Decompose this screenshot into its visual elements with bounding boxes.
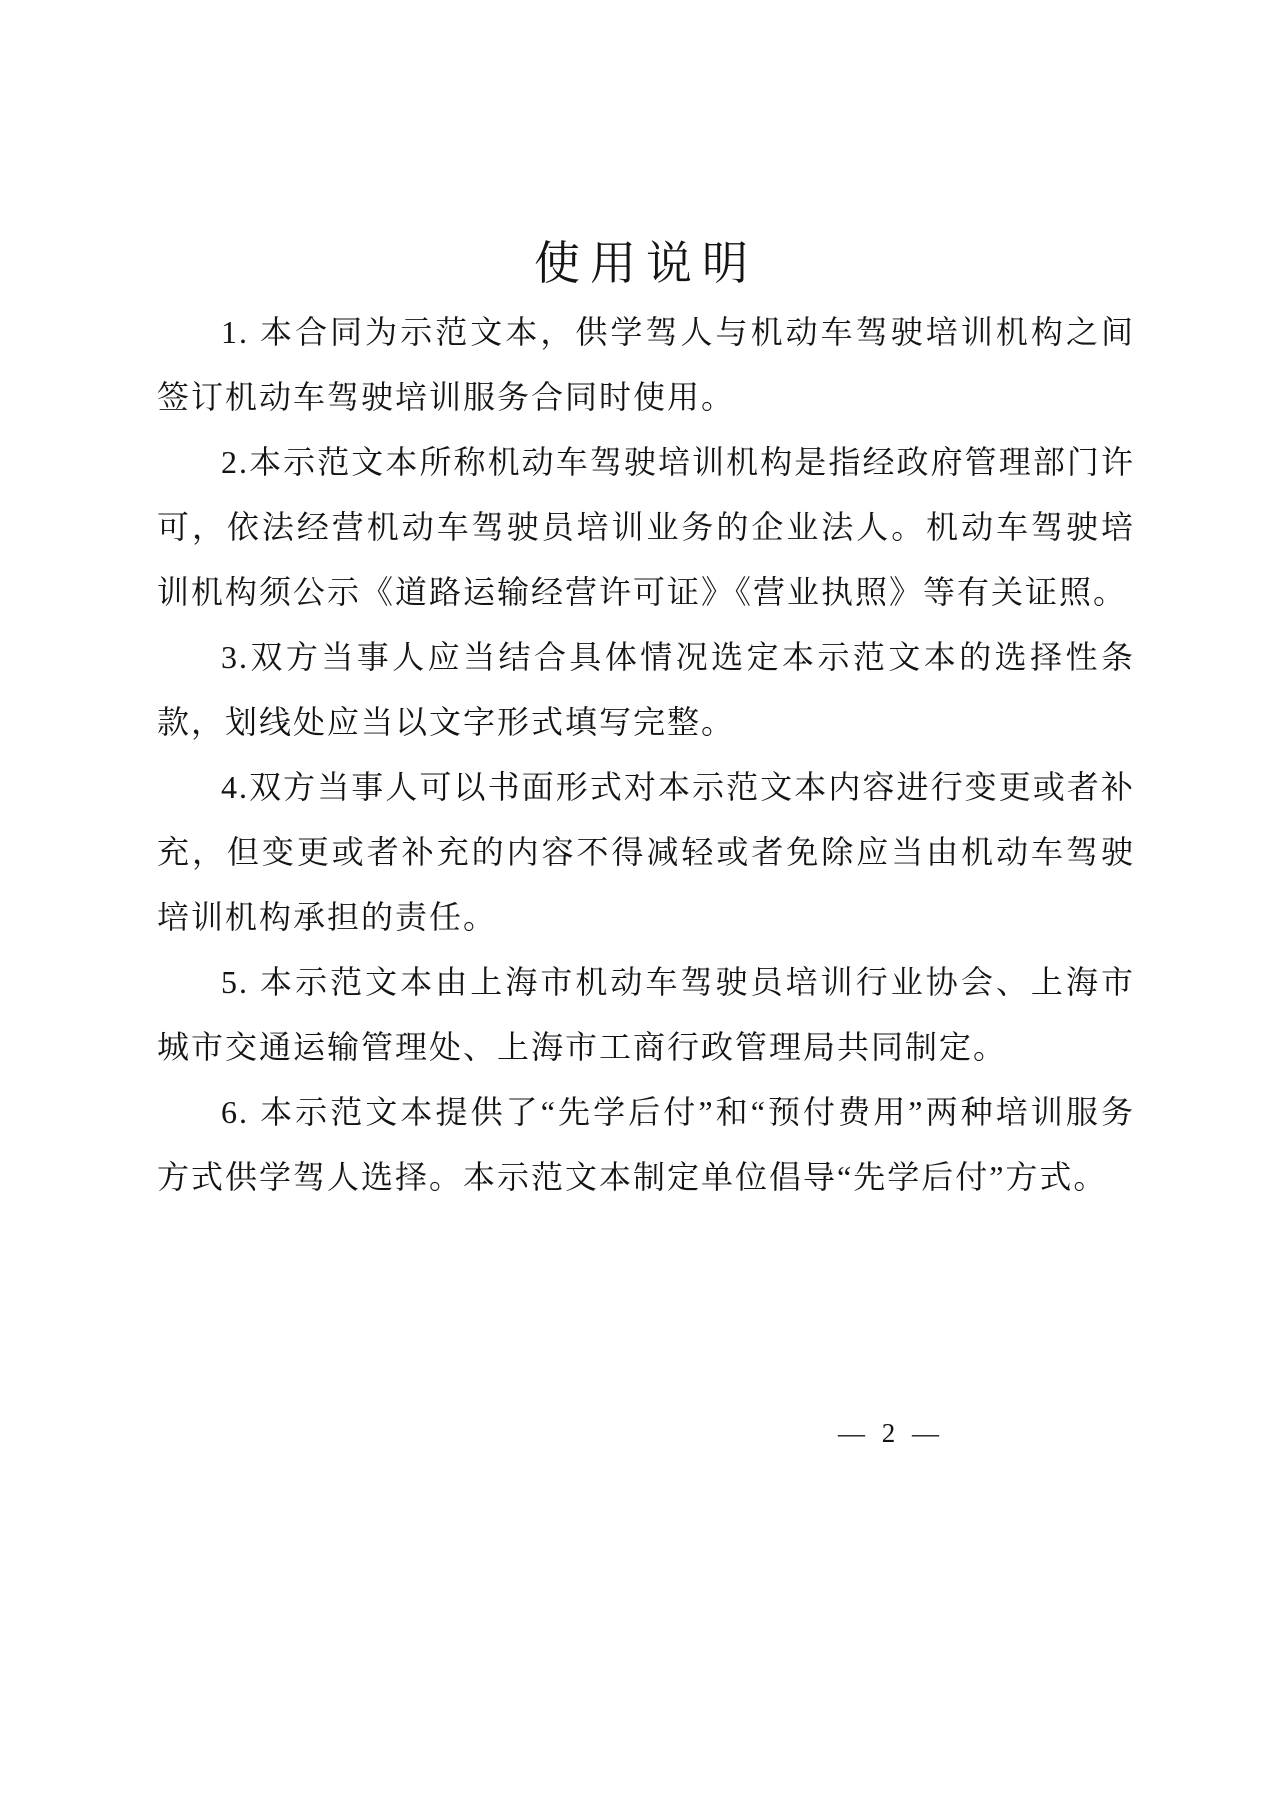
paragraph-2: 2.本示范文本所称机动车驾驶培训机构是指经政府管理部门许可，依法经营机动车驾驶员培训业务的企业法人。机动车驾驶培训机构须公示《道路运输经营许可证》《营业执照》等有关证照。 [157,444,1135,610]
page-number: — 2 — [838,1418,944,1448]
paragraph-3: 3.双方当事人应当结合具体情况选定本示范文本的选择性条款，划线处应当以文字形式填写完整。 [157,639,1135,740]
paragraph-4: 4.双方当事人可以书面形式对本示范文本内容进行变更或者补充，但变更或者补充的内容不得减轻或者免除应当由机动车驾驶培训机构承担的责任。 [157,769,1135,935]
paragraph-6: 6. 本示范文本提供了“先学后付”和“预付费用”两种培训服务方式供学驾人选择。本示范文本制定单位倡导“先学后付”方式。 [157,1094,1135,1195]
paragraph-5: 5. 本示范文本由上海市机动车驾驶员培训行业协会、上海市城市交通运输管理处、上海市工商行政管理局共同制定。 [157,964,1135,1065]
paragraph-1: 1. 本合同为示范文本，供学驾人与机动车驾驶培训机构之间签订机动车驾驶培训服务合同时使用。 [157,314,1135,415]
document-body [157,300,1135,1210]
page-title: 使用说明 [534,237,758,289]
